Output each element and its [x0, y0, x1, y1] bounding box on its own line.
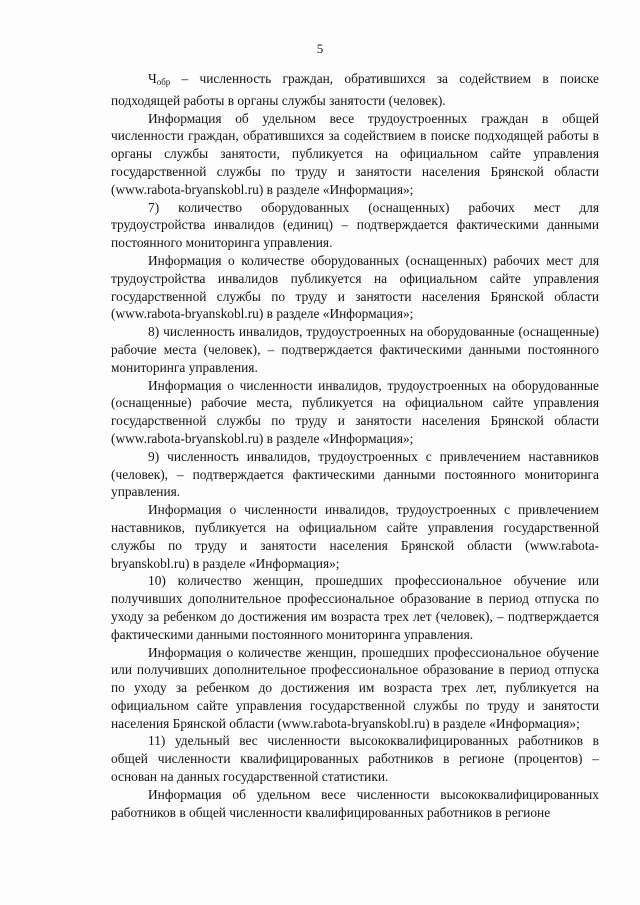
paragraph-9: 10) количество женщин, прошедших профессиональное обучение или получивших дополнительное профессиональное образование в период отпуска по уходу за ребенком до достижения им возраста трех лет (человек), – подтверждается фактическими данными постоянного мониторинга управления. [111, 573, 599, 642]
formula-symbol: $Ч_{обр}$ [148, 71, 171, 87]
paragraph-text: – численность граждан, обратившихся за содействием в поиске подходящей работы в органы службы занятости (человек). [111, 71, 599, 108]
paragraph-7: 9) численность инвалидов, трудоустроенных с привлечением наставников (человек), – подтверждается фактическими данными постоянного мониторинга управления. [111, 448, 599, 500]
paragraph-5: 8) численность инвалидов, трудоустроенных на оборудованные (оснащенные) рабочие места (человек), – подтверждается фактическими данными постоянного мониторинга управления. [111, 324, 599, 375]
paragraph-12: Информация об удельном весе численности высококвалифицированных работников в общей численности квалифицированных работников в регионе [111, 786, 599, 820]
paragraph-6: Информация о численности инвалидов, трудоустроенных на оборудованные (оснащенные) рабочие места, публикуется на официальном сайте управления государственной службы по труду и занятости населения Брянской области (www.rabota-bryanskobl.ru) в разделе «Информация»; [111, 377, 599, 446]
paragraph-11: 11) удельный вес численности высококвалифицированных работников в общей численности квалифицированных работников в регионе (процентов) – основан на данных государственной статистики. [111, 733, 599, 785]
paragraph-10: Информация о количестве женщин, прошедших профессиональное обучение или получивших дополнительное профессиональное образование в период отпуска по уходу за ребенком до достижения им возраста трех лет, публикуется на официальном сайте управления государственной службы по труду и занятости населения Брянской области (www.rabota-bryanskobl.ru) в разделе «Информация»; [111, 644, 599, 731]
page-number: 5 [316, 41, 324, 56]
paragraph-8: Информация о численности инвалидов, трудоустроенных с привлечением наставников, публикуется на официальном сайте управления государственной службы по труду и занятости населения Брянской области (www.rabota-bryanskobl.ru) в разделе «Информация»; [111, 502, 599, 571]
document-body [111, 70, 599, 821]
paragraph-4: Информация о количестве оборудованных (оснащенных) рабочих мест для трудоустройства инвалидов публикуется на официальном сайте управления государственной службы по труду и занятости населения Брянской области (www.rabota-bryanskobl.ru) в разделе «Информация»; [111, 252, 599, 322]
paragraph-2: Информация об удельном весе трудоустроенных граждан в общей численности граждан, обратившихся за содействием в поиске подходящей работы в органы службы занятости, публикуется на официальном сайте управления государственной службы по труду и занятости населения Брянской области (www.rabota-bryanskobl.ru) в разделе «Информация»; [111, 110, 599, 197]
paragraph-1 [111, 70, 599, 110]
paragraph-3: 7) количество оборудованных (оснащенных) рабочих мест для трудоустройства инвалидов (единиц) – подтверждается фактическими данными постоянного мониторинга управления. [111, 199, 599, 251]
